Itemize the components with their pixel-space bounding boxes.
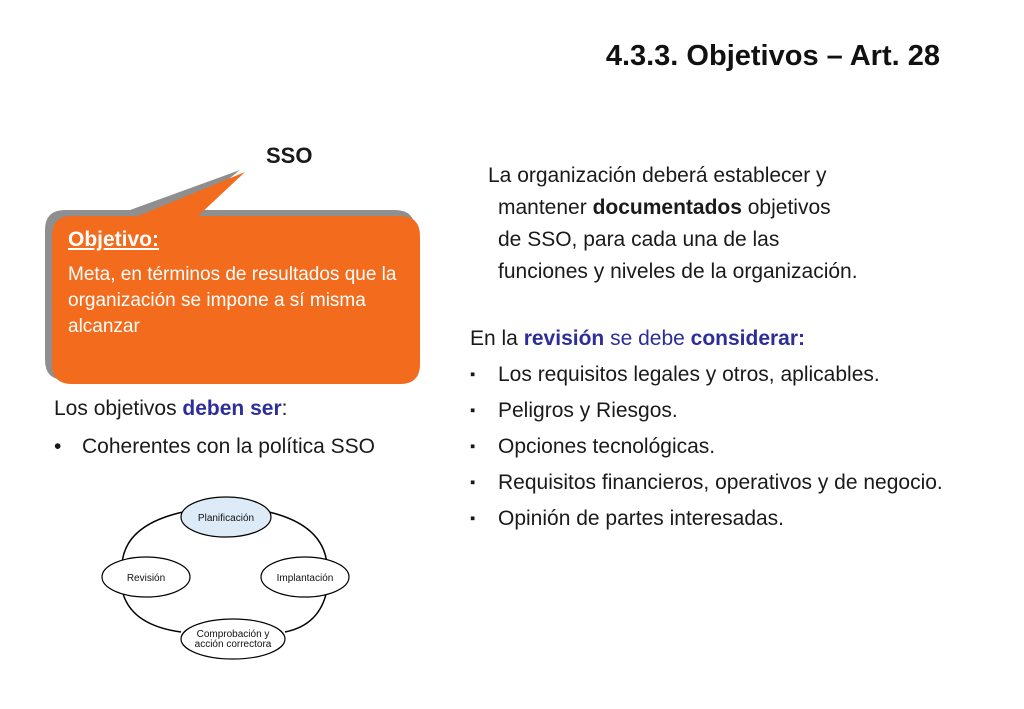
review-item: Requisitos financieros, operativos y de negocio.: [498, 471, 943, 494]
square-bullet-icon: ▪: [470, 510, 476, 527]
square-bullet-icon: ▪: [470, 438, 476, 455]
cycle-label-accion: acción correctora: [194, 639, 272, 650]
list-item: [470, 470, 970, 496]
review-prefix: En la: [470, 327, 524, 350]
intro-suffix: :: [281, 397, 288, 420]
review-item: Opciones tecnológicas.: [498, 435, 716, 458]
cycle-label-planificacion: Planificación: [197, 513, 255, 524]
objectives-intro: [54, 396, 414, 422]
sso-label: SSO: [266, 143, 313, 168]
review-item: Los requisitos legales y otros, aplicables.: [498, 363, 880, 386]
review-item: Opinión de partes interesadas.: [498, 507, 785, 530]
paragraph-line-2: [488, 192, 968, 224]
callout-heading: Objetivo:: [68, 228, 160, 251]
objectives-paragraph: [488, 160, 968, 288]
cycle-label-implantacion: Implantación: [276, 573, 334, 584]
bullet-icon: •: [54, 435, 62, 458]
objectives-requirements: [54, 396, 414, 460]
review-keyword-2: considerar: [690, 327, 799, 350]
cycle-label-revision: Revisión: [126, 573, 166, 584]
list-item: [470, 362, 970, 388]
callout-text: [68, 228, 418, 340]
callout-definition: Meta, en términos de resultados que la organización se impone a sí misma alcanzar: [68, 264, 397, 337]
intro-prefix: Los objetivos: [54, 397, 183, 420]
paragraph-line-3: de SSO, para cada una de las: [498, 228, 780, 251]
square-bullet-icon: ▪: [470, 366, 476, 383]
list-item: [54, 434, 414, 460]
review-item: Peligros y Riesgos.: [498, 399, 678, 422]
line2-prefix: mantener: [498, 196, 593, 219]
bullet-text: Coherentes con la política SSO: [82, 435, 375, 458]
list-item: [470, 398, 970, 424]
review-middle: se debe: [604, 327, 691, 350]
list-item: [470, 434, 970, 460]
line2-suffix: objetivos: [741, 196, 831, 219]
square-bullet-icon: ▪: [470, 474, 476, 491]
management-cycle-diagram: [95, 490, 355, 665]
paragraph-line-1: La organización deberá establecer y: [488, 164, 827, 187]
cycle-label-comprobacion: Comprobación y: [196, 629, 270, 640]
line2-bold: documentados: [592, 196, 742, 219]
list-item: [470, 506, 970, 532]
page-title: 4.3.3. Objetivos – Art. 28: [605, 40, 940, 72]
intro-emphasis: deben ser: [182, 397, 282, 420]
review-section: [470, 326, 970, 542]
review-keyword-1: revisión: [523, 327, 605, 350]
paragraph-line-4: funciones y niveles de la organización.: [498, 260, 858, 283]
review-suffix: :: [798, 327, 806, 350]
square-bullet-icon: ▪: [470, 402, 476, 419]
review-intro: [470, 326, 970, 352]
